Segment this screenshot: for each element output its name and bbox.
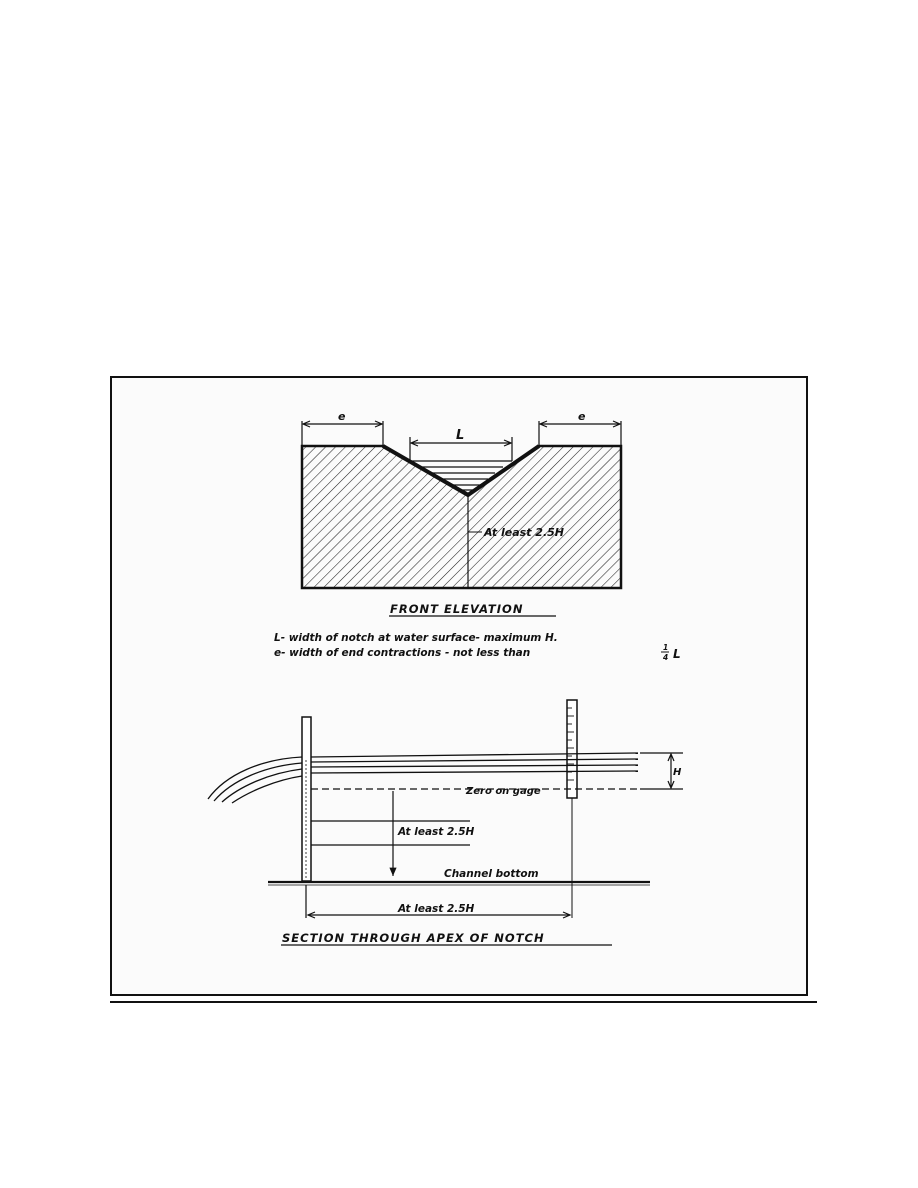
zero-on-gage-label: Zero on gage <box>466 786 541 797</box>
depth-note: At least 2.5H <box>484 526 564 539</box>
legend-fraction-numerator: 1 <box>663 643 669 652</box>
dim-L-label: L <box>456 428 465 443</box>
dim-e-right-label: e <box>578 410 586 423</box>
legend-line-1: L- width of notch at water surface- maximum H. <box>274 632 558 644</box>
section-view <box>208 700 683 945</box>
water-surface <box>311 753 638 773</box>
legend-fraction-denominator: 4 <box>663 653 669 662</box>
section-title: SECTION THROUGH APEX OF NOTCH <box>282 931 545 945</box>
dim-e-right <box>539 421 621 446</box>
front-elevation <box>302 410 621 616</box>
dim-e-left <box>302 421 383 446</box>
dim-H-label: H <box>673 767 682 778</box>
legend-line-2: e- width of end contractions - not less than <box>274 647 531 659</box>
vertical-note: At least 2.5H <box>398 826 475 838</box>
dim-e-left-label: e <box>338 410 346 423</box>
front-elevation-title: FRONT ELEVATION <box>390 602 524 616</box>
legend <box>274 632 681 662</box>
weir-plate-section <box>302 717 311 881</box>
horizontal-note: At least 2.5H <box>398 903 475 915</box>
nappe <box>208 757 302 803</box>
legend-line-2-suffix: L <box>673 647 681 661</box>
staff-gage <box>567 700 577 798</box>
channel-bottom-label: Channel bottom <box>444 868 539 880</box>
